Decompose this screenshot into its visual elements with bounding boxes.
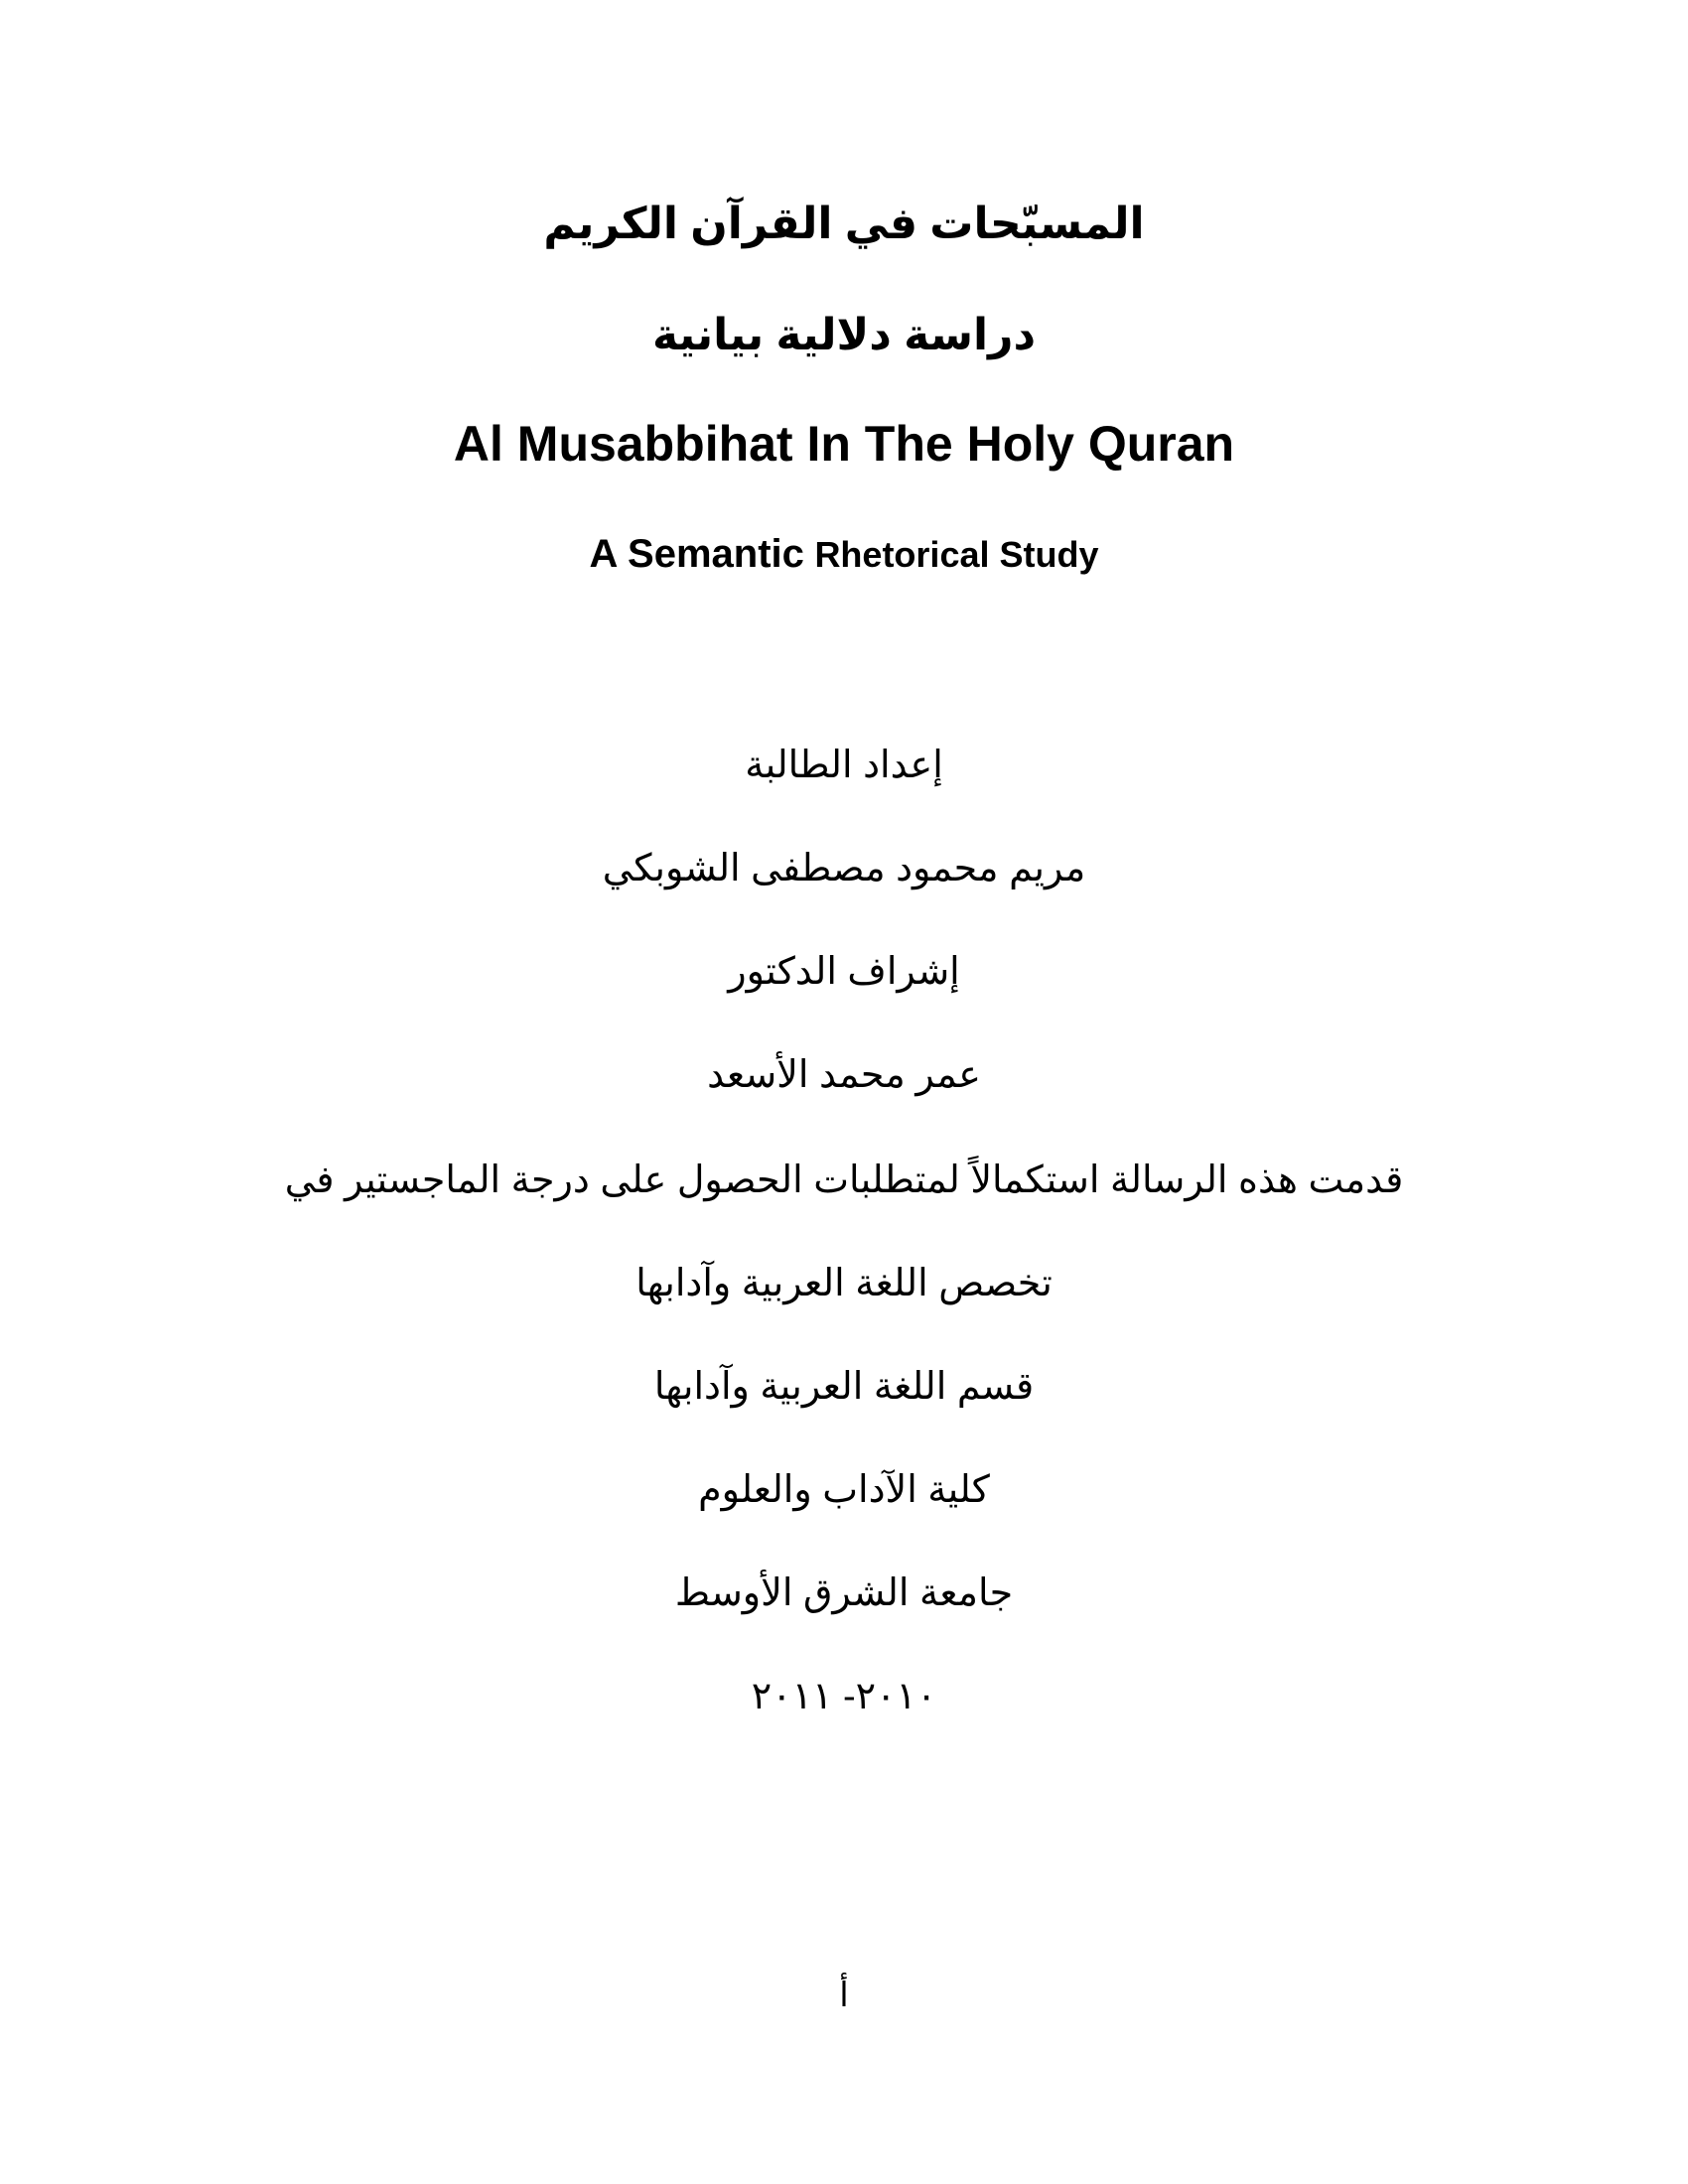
university: جامعة الشرق الأوسط: [674, 1572, 1014, 1614]
specialization: تخصص اللغة العربية وآدابها: [635, 1263, 1053, 1304]
prepared-by-label: إعداد الطالبة: [745, 745, 943, 786]
academic-year: ٢٠١٠- ٢٠١١: [751, 1676, 937, 1717]
page-number: أ: [839, 1977, 849, 2014]
submission-statement: قدمت هذه الرسالة استكمالاً لمتطلبات الحصول على درجة الماجستير في: [284, 1160, 1404, 1201]
department: قسم اللغة العربية وآدابها: [653, 1366, 1035, 1408]
subtitle-english-part1: A Semantic: [589, 532, 804, 576]
subtitle-english: [0, 532, 1688, 577]
supervisor-label: إشراف الدكتور: [728, 951, 960, 993]
subtitle-arabic: دراسة دلالية بيانية: [651, 311, 1037, 359]
faculty: كلية الآداب والعلوم: [698, 1469, 990, 1511]
title-english: Al Musabbihat In The Holy Quran: [453, 416, 1235, 472]
title-arabic: المسبّحات في القرآن الكريم: [543, 200, 1145, 248]
student-name: مريم محمود مصطفى الشوبكي: [602, 848, 1086, 889]
supervisor-name: عمر محمد الأسعد: [707, 1054, 981, 1096]
subtitle-english-part2: Rhetorical Study: [814, 534, 1099, 575]
